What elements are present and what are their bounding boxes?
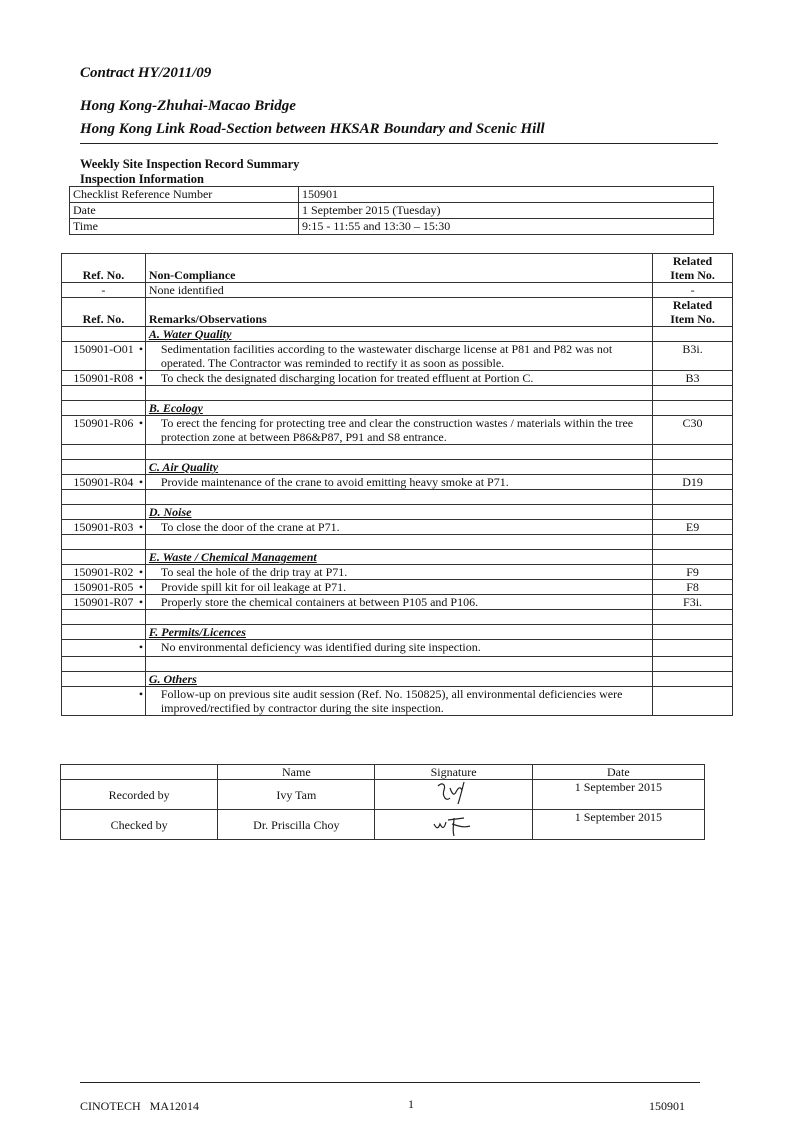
- signature-icon: [424, 810, 484, 836]
- inspection-info-title: Inspection Information: [80, 172, 204, 186]
- row-item: C30: [653, 416, 733, 445]
- section-row-ecology: [62, 401, 733, 416]
- table-row: [62, 640, 733, 657]
- nc-ref: -: [62, 283, 146, 298]
- item-no-label: Item No.: [670, 268, 715, 282]
- signoff-header-row: [61, 765, 705, 780]
- row-desc: • To erect the fencing for protecting tree and clear the construction wastes / materials within the tree protection zone at between P86&P87, P91 and S8 entrance.: [145, 416, 652, 445]
- nc-row: [62, 283, 733, 298]
- spacer-row: [62, 386, 733, 401]
- row-item: D19: [653, 475, 733, 490]
- section-permits-licences: F. Permits/Licences: [145, 625, 652, 640]
- info-value: 9:15 - 11:55 and 13:30 – 15:30: [299, 219, 714, 235]
- ref-no-header: Ref. No.: [62, 254, 146, 283]
- row-ref: 150901-R07: [62, 595, 146, 610]
- table-row: [62, 371, 733, 386]
- info-value: 150901: [299, 187, 714, 203]
- section-row-noise: [62, 505, 733, 520]
- inspection-record-table: [61, 253, 733, 716]
- section-others: G. Others: [145, 672, 652, 687]
- bullet-icon: [149, 687, 161, 701]
- row-item: F3i.: [653, 595, 733, 610]
- table-row: [62, 565, 733, 580]
- section-waste-chemical: E. Waste / Chemical Management: [145, 550, 652, 565]
- info-label: Date: [70, 203, 299, 219]
- row-ref: 150901-R08: [62, 371, 146, 386]
- row-desc: • Properly store the chemical containers at between P105 and P106.: [145, 595, 652, 610]
- row-item: B3: [653, 371, 733, 386]
- table-row: [62, 595, 733, 610]
- row-ref: 150901-R04: [62, 475, 146, 490]
- checked-by-label: Checked by: [61, 810, 218, 840]
- related-label: Related: [672, 254, 713, 268]
- summary-title: Weekly Site Inspection Record Summary: [80, 157, 300, 171]
- spacer-row: [62, 657, 733, 672]
- table-row: [62, 580, 733, 595]
- section-air-quality: C. Air Quality: [145, 460, 652, 475]
- header-rule: [80, 143, 718, 144]
- project-subtitle: Hong Kong Link Road-Section between HKSAR Boundary and Scenic Hill: [80, 121, 545, 137]
- row-desc: • To seal the hole of the drip tray at P71.: [145, 565, 652, 580]
- recorder-name: Ivy Tam: [218, 780, 375, 810]
- row-desc: • Sedimentation facilities according to the wastewater discharge license at P81 and P82 was not operated. The Contractor was reminded to rectify it as soon as possible.: [145, 342, 652, 371]
- page-number: 1: [408, 1097, 414, 1111]
- row-ref: 150901-R06: [62, 416, 146, 445]
- section-row-waste: [62, 550, 733, 565]
- remarks-header-row: [62, 298, 733, 327]
- nc-header-row: [62, 254, 733, 283]
- signature-icon: [424, 780, 484, 806]
- row-desc: • Provide spill kit for oil leakage at P71.: [145, 580, 652, 595]
- date-header: Date: [532, 765, 704, 780]
- remarks-header: Remarks/Observations: [145, 298, 652, 327]
- spacer-row: [62, 445, 733, 460]
- name-header: Name: [218, 765, 375, 780]
- section-row-others: [62, 672, 733, 687]
- info-label: Checklist Reference Number: [70, 187, 299, 203]
- checker-signature: [375, 810, 532, 840]
- related-item-header: [653, 298, 733, 327]
- section-row-water: [62, 327, 733, 342]
- related-label: Related: [672, 298, 713, 312]
- spacer-row: [62, 535, 733, 550]
- checker-name: Dr. Priscilla Choy: [218, 810, 375, 840]
- table-row: [62, 520, 733, 535]
- info-value: 1 September 2015 (Tuesday): [299, 203, 714, 219]
- bullet-icon: [149, 520, 161, 534]
- table-row: [62, 416, 733, 445]
- related-item-header: [653, 254, 733, 283]
- table-row: [62, 342, 733, 371]
- ref-no-header: Ref. No.: [62, 298, 146, 327]
- row-desc: • To close the door of the crane at P71.: [145, 520, 652, 535]
- bullet-icon: [149, 580, 161, 594]
- contract-number: Contract HY/2011/09: [80, 65, 212, 81]
- footer-reference: 150901: [649, 1099, 685, 1113]
- row-item: B3i.: [653, 342, 733, 371]
- row-ref: 150901-R03: [62, 520, 146, 535]
- bullet-icon: [149, 416, 161, 430]
- spacer-row: [62, 610, 733, 625]
- row-item: F8: [653, 580, 733, 595]
- section-noise: D. Noise: [145, 505, 652, 520]
- info-row-time: [70, 219, 714, 235]
- section-row-permits: [62, 625, 733, 640]
- footer-company: CINOTECH MA12014: [80, 1099, 199, 1113]
- project-title: Hong Kong-Zhuhai-Macao Bridge: [80, 98, 296, 114]
- recorded-by-row: [61, 780, 705, 810]
- item-no-label: Item No.: [670, 312, 715, 326]
- checked-date: 1 September 2015: [532, 810, 704, 840]
- recorded-by-label: Recorded by: [61, 780, 218, 810]
- info-row-checklist: [70, 187, 714, 203]
- row-desc: • Provide maintenance of the crane to avoid emitting heavy smoke at P71.: [145, 475, 652, 490]
- nc-item: -: [653, 283, 733, 298]
- bullet-icon: [149, 475, 161, 489]
- nc-desc: None identified: [145, 283, 652, 298]
- row-desc: • Follow-up on previous site audit session (Ref. No. 150825), all environmental deficiencies were improved/rectified by contractor during the site inspection.: [145, 687, 652, 716]
- row-desc: • To check the designated discharging location for treated effluent at Portion C.: [145, 371, 652, 386]
- section-ecology: B. Ecology: [145, 401, 652, 416]
- bullet-icon: [149, 342, 161, 356]
- row-desc: • No environmental deficiency was identified during site inspection.: [145, 640, 652, 657]
- row-ref: 150901-O01: [62, 342, 146, 371]
- recorded-date: 1 September 2015: [532, 780, 704, 810]
- bullet-icon: [149, 371, 161, 385]
- inspection-info-table: [69, 186, 714, 235]
- table-row: [62, 475, 733, 490]
- row-ref: 150901-R05: [62, 580, 146, 595]
- checked-by-row: [61, 810, 705, 840]
- signoff-table: [60, 764, 705, 840]
- footer-rule: [80, 1082, 700, 1083]
- bullet-icon: [149, 595, 161, 609]
- row-item: F9: [653, 565, 733, 580]
- bullet-icon: [149, 640, 161, 654]
- info-label: Time: [70, 219, 299, 235]
- row-ref: 150901-R02: [62, 565, 146, 580]
- recorder-signature: [375, 780, 532, 810]
- spacer-row: [62, 490, 733, 505]
- bullet-icon: [149, 565, 161, 579]
- table-row: [62, 687, 733, 716]
- non-compliance-header: Non-Compliance: [145, 254, 652, 283]
- section-water-quality: A. Water Quality: [145, 327, 652, 342]
- info-row-date: [70, 203, 714, 219]
- section-row-air: [62, 460, 733, 475]
- signature-header: Signature: [375, 765, 532, 780]
- row-item: E9: [653, 520, 733, 535]
